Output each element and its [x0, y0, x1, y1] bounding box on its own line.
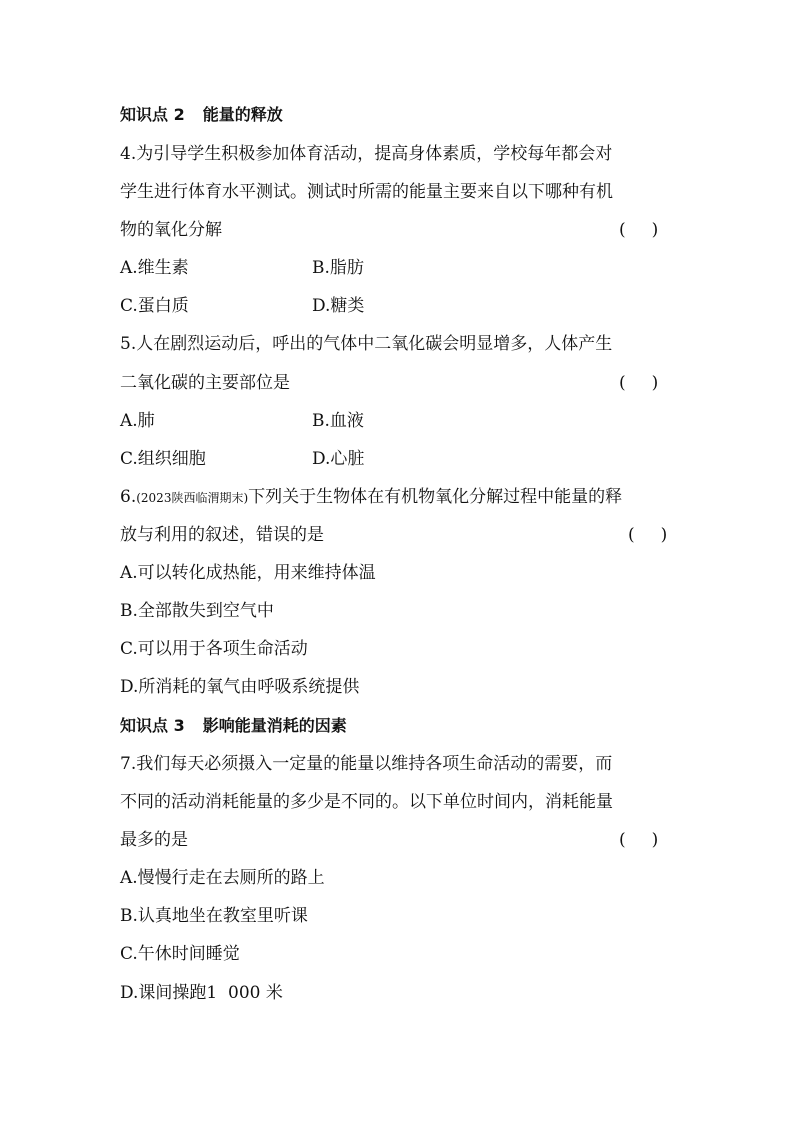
- section-label: 知识点 2: [120, 105, 185, 124]
- option-a: A.肺: [120, 411, 155, 431]
- option-b: B.脂肪: [312, 258, 364, 278]
- option-a: A.维生素: [120, 258, 189, 278]
- question-text-line: 放与利用的叙述，错误的是: [120, 525, 324, 545]
- option-d: D.糖类: [312, 296, 365, 316]
- question-text-line: 4.为引导学生积极参加体育活动，提高身体素质，学校每年都会对: [120, 144, 613, 164]
- answer-blank[interactable]: ( ): [628, 525, 668, 545]
- option-a: A.慢慢行走在去厕所的路上: [120, 868, 325, 888]
- question-text-line: 5.人在剧烈运动后，呼出的气体中二氧化碳会明显增多，人体产生: [120, 334, 613, 354]
- option-b: B.全部散失到空气中: [120, 601, 274, 621]
- option-a: A.可以转化成热能，用来维持体温: [120, 563, 376, 583]
- question-text-line: 不同的活动消耗能量的多少是不同的。以下单位时间内，消耗能量: [120, 792, 613, 812]
- option-d: D.所消耗的氧气由呼吸系统提供: [120, 677, 360, 697]
- option-c: C.可以用于各项生命活动: [120, 639, 308, 659]
- option-b: B.血液: [312, 411, 364, 431]
- option-d: D.课间操跑1 000 米: [120, 983, 283, 1003]
- section-label: 知识点 3: [120, 716, 185, 735]
- section-title: 能量的释放: [202, 105, 283, 124]
- question-text-line: 学生进行体育水平测试。测试时所需的能量主要来自以下哪种有机: [120, 182, 613, 202]
- option-d: D.心脏: [312, 449, 365, 469]
- option-c: C.组织细胞: [120, 449, 206, 469]
- answer-blank[interactable]: ( ): [619, 220, 659, 240]
- section-heading-2: [120, 105, 283, 125]
- answer-blank[interactable]: ( ): [619, 830, 659, 850]
- section-title: 影响能量消耗的因素: [202, 716, 347, 735]
- question-text-line: [120, 487, 622, 508]
- question-number: 6.: [120, 487, 137, 507]
- answer-blank[interactable]: ( ): [619, 373, 659, 393]
- question-text-line: 二氧化碳的主要部位是: [120, 373, 290, 393]
- question-text: 下列关于生物体在有机物氧化分解过程中能量的释: [248, 487, 623, 507]
- section-heading-3: [120, 716, 347, 736]
- option-b: B.认真地坐在教室里听课: [120, 906, 308, 926]
- option-c: C.蛋白质: [120, 296, 189, 316]
- question-text-line: 最多的是: [120, 830, 188, 850]
- question-source: (2023陕西临渭期末): [136, 491, 249, 505]
- option-c: C.午休时间睡觉: [120, 944, 240, 964]
- question-text-line: 7.我们每天必须摄入一定量的能量以维持各项生命活动的需要，而: [120, 754, 613, 774]
- question-text-line: 物的氧化分解: [120, 220, 222, 240]
